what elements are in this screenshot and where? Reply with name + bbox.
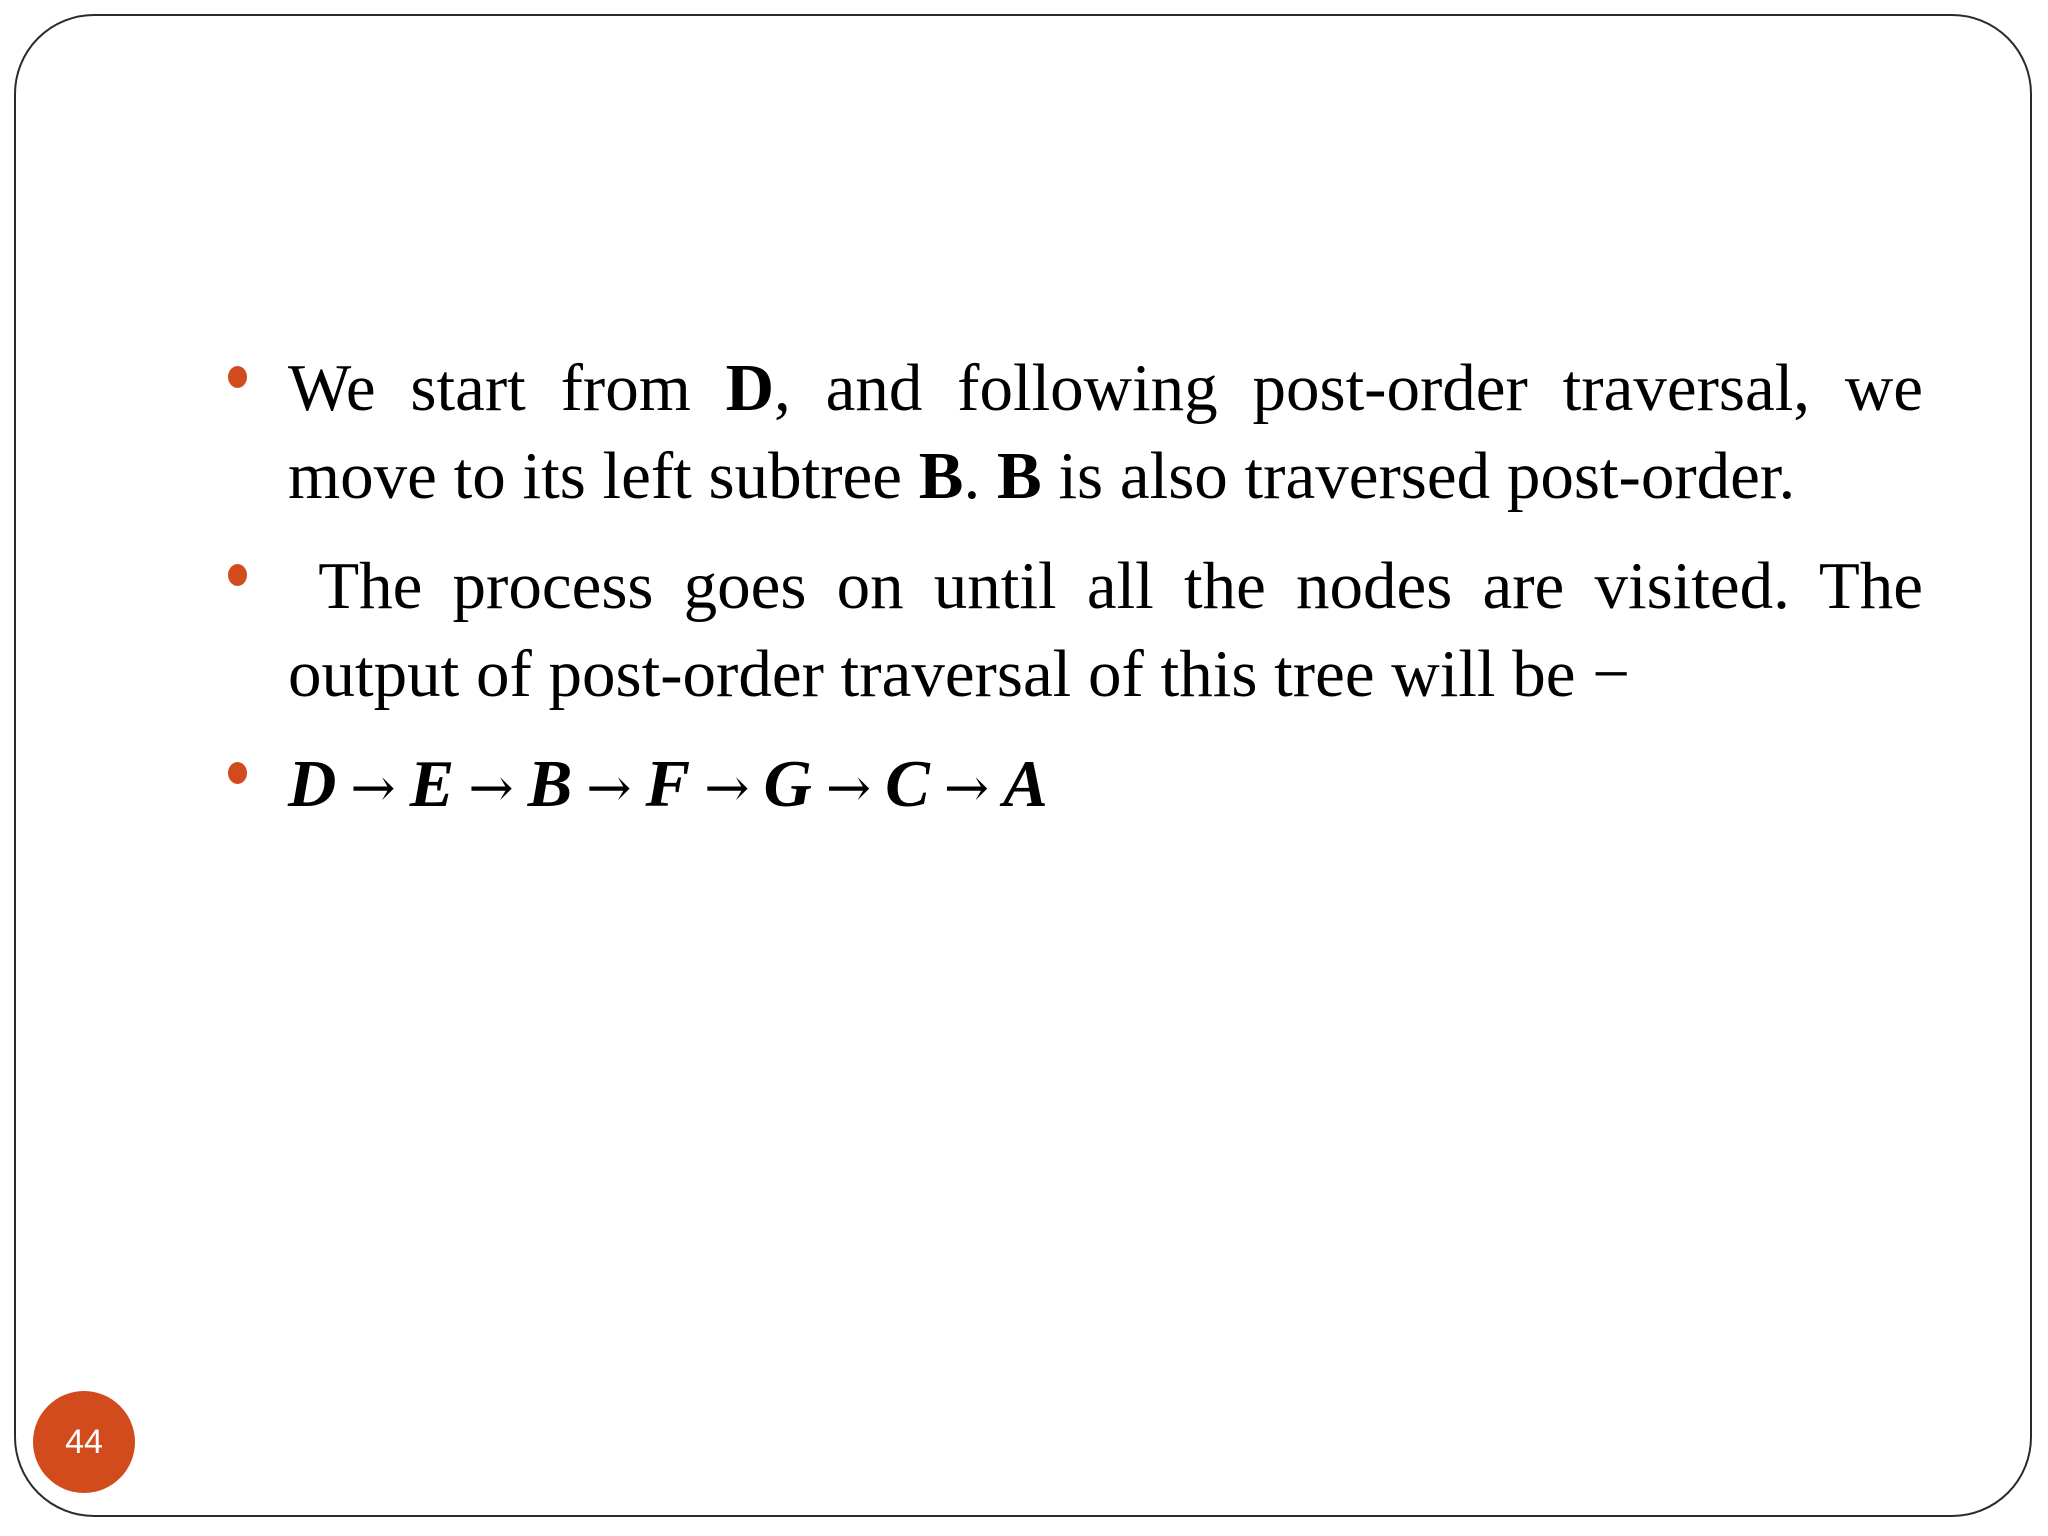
text-segment: , and following post-order traversal, we move to its left subtree bbox=[288, 351, 1923, 513]
bold-node-label: B bbox=[996, 439, 1042, 513]
bullet-text bbox=[288, 549, 1940, 711]
right-arrow-icon: → bbox=[943, 756, 990, 819]
bullet-dot-icon bbox=[228, 762, 247, 784]
page-number: 44 bbox=[65, 1422, 103, 1461]
text-segment: We start from bbox=[288, 351, 726, 425]
traversal-sequence bbox=[288, 747, 1048, 821]
sequence-node: D bbox=[288, 747, 337, 821]
bullet-list bbox=[228, 344, 1940, 854]
right-arrow-icon: → bbox=[704, 756, 750, 819]
bullet-dot-icon bbox=[228, 366, 247, 388]
bold-node-label: B bbox=[918, 439, 964, 513]
bullet-dot-icon bbox=[228, 564, 247, 586]
bullet-item-traversal-sequence bbox=[228, 740, 1923, 832]
page-number-badge bbox=[33, 1391, 135, 1493]
bold-node-label: D bbox=[725, 351, 775, 425]
bullet-item-process-continues bbox=[228, 542, 1940, 718]
sequence-node: B bbox=[527, 747, 573, 821]
bullet-item-start-from-d bbox=[228, 344, 1923, 520]
right-arrow-icon: → bbox=[825, 756, 872, 819]
sequence-node: C bbox=[885, 747, 930, 821]
right-arrow-icon: → bbox=[586, 756, 632, 819]
text-segment: . bbox=[963, 439, 997, 513]
bullet-text bbox=[288, 351, 1923, 513]
right-arrow-icon: → bbox=[468, 756, 514, 819]
sequence-node: E bbox=[409, 747, 455, 821]
text-segment: is also traversed post-order. bbox=[1041, 439, 1796, 513]
sequence-node: A bbox=[1003, 747, 1048, 821]
text-segment: The process goes on until all the nodes are visited. The output of post-order traversal of this tree will be − bbox=[288, 549, 1940, 711]
sequence-node: G bbox=[763, 747, 812, 821]
right-arrow-icon: → bbox=[350, 756, 396, 819]
sequence-node: F bbox=[645, 747, 691, 821]
